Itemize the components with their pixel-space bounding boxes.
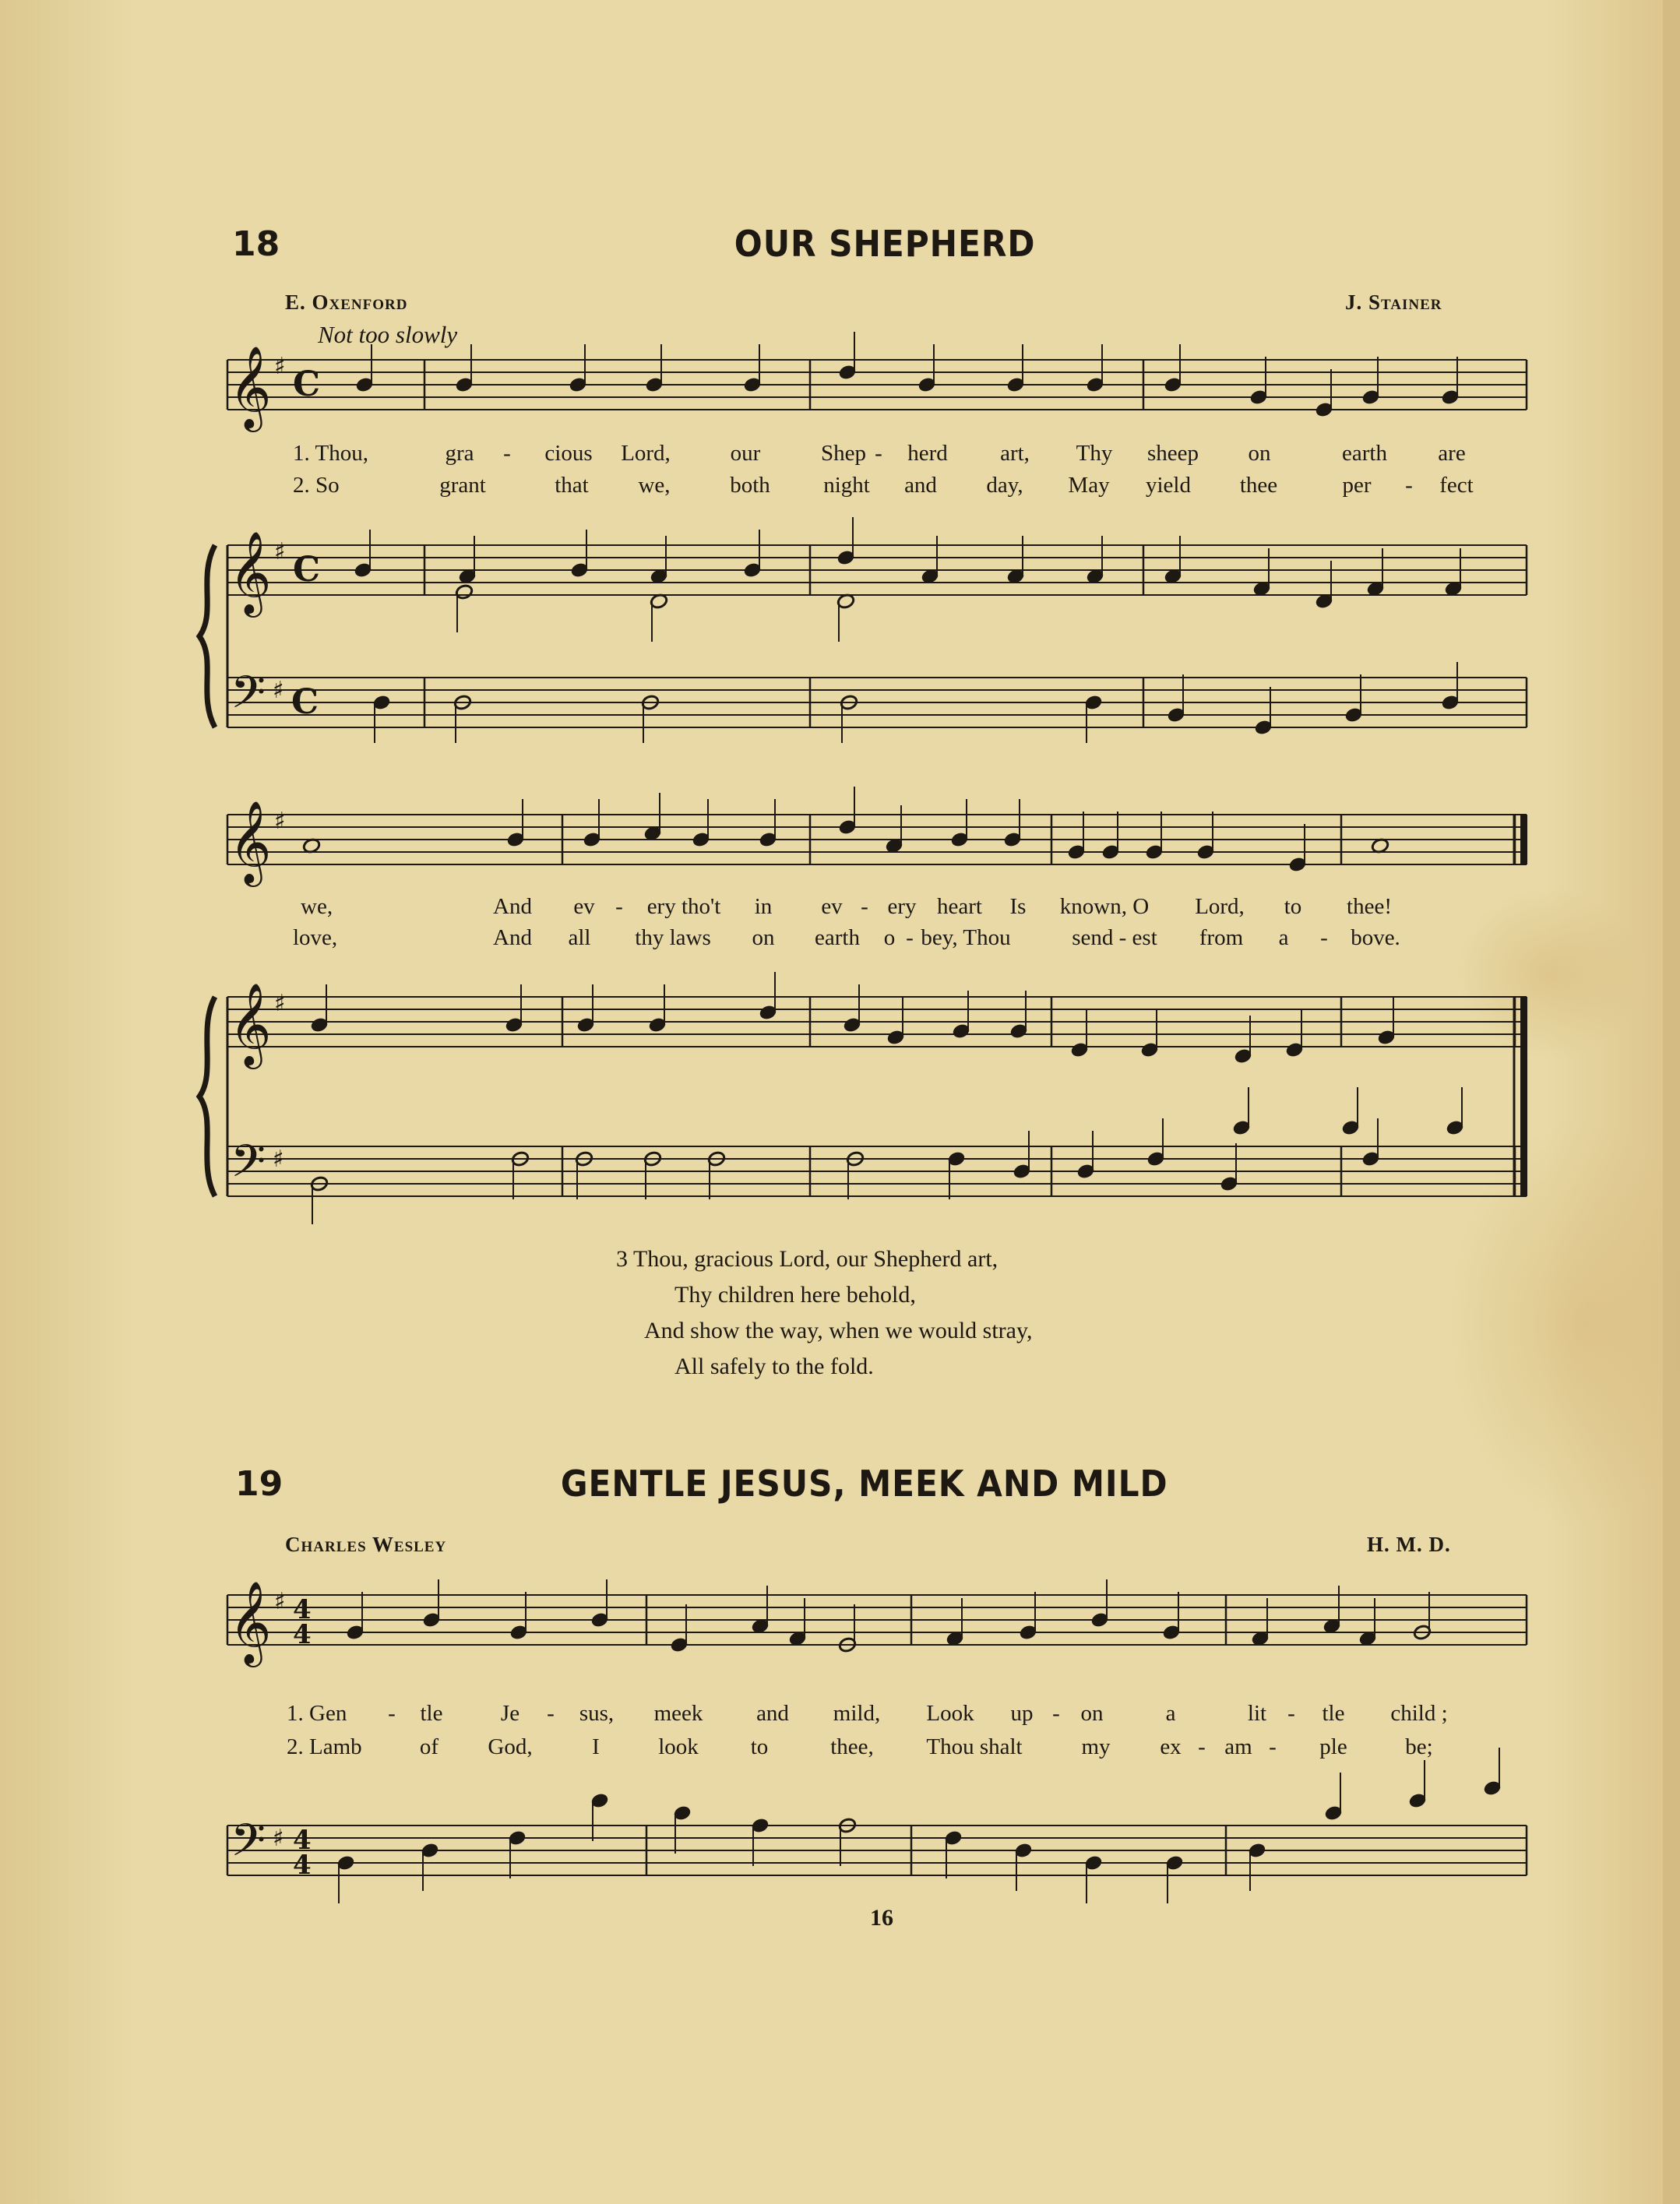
lyric-syllable: ery <box>887 894 917 919</box>
lyric-syllable: Look <box>926 1701 974 1726</box>
lyric-syllable: fect <box>1439 473 1474 498</box>
treble-clef: 𝄞 <box>229 982 272 1065</box>
lyric-syllable: Lord, <box>1195 894 1245 919</box>
lyric-syllable: God, <box>488 1734 533 1759</box>
bass-clef: 𝄢 <box>231 1135 266 1199</box>
lyric-syllable: night <box>823 473 870 498</box>
lyric-syllable: - <box>1198 1734 1206 1759</box>
lyric-syllable: my <box>1081 1734 1111 1759</box>
lyric-syllable: 2. So <box>293 473 340 498</box>
page-number: 16 <box>870 1905 893 1931</box>
lyric-syllable: to <box>750 1734 769 1759</box>
lyric-syllable: gra <box>445 441 474 466</box>
lyric-syllable: 1. Gen <box>287 1701 347 1726</box>
lyric-syllable: Thy <box>1076 441 1113 466</box>
treble-clef: 𝄞 <box>229 530 272 614</box>
time-signature: 4 <box>293 1850 312 1881</box>
author-credit: Charles Wesley <box>285 1533 447 1556</box>
lyric-syllable: - <box>547 1701 555 1726</box>
lyric-syllable: on <box>1248 441 1271 466</box>
lyric-syllable: from <box>1199 925 1244 950</box>
sharp-key-signature: ♯ <box>274 353 286 380</box>
lyric-syllable: - <box>503 441 511 466</box>
lyric-syllable: per <box>1342 473 1372 498</box>
lyric-syllable: heart <box>937 894 982 919</box>
lyric-syllable: and <box>904 473 937 498</box>
lyric-syllable: And <box>493 925 532 950</box>
hymn-title: OUR SHEPHERD <box>734 223 1036 265</box>
stanza-line: 3 Thou, gracious Lord, our Shepherd art, <box>616 1246 998 1272</box>
sharp-key-signature: ♯ <box>273 1146 284 1173</box>
lyric-syllable: thy laws <box>635 925 711 950</box>
lyric-syllable: herd <box>907 441 948 466</box>
lyric-syllable: thee, <box>830 1734 874 1759</box>
lyric-syllable: ple <box>1319 1734 1347 1759</box>
lyric-syllable: look <box>658 1734 699 1759</box>
lyric-syllable: mild, <box>833 1701 881 1726</box>
lyric-syllable: known, O <box>1059 894 1150 919</box>
lyric-syllable: up <box>1010 1701 1034 1726</box>
lyric-syllable: tle <box>1322 1701 1345 1726</box>
time-signature: 4 <box>293 1825 312 1856</box>
time-signature: C <box>291 682 319 722</box>
stanza-line: And show the way, when we would stray, <box>644 1318 1033 1343</box>
lyric-syllable: cious <box>544 441 593 466</box>
lyric-syllable: bove. <box>1351 925 1400 950</box>
lyric-syllable: we, <box>638 473 671 498</box>
lyric-syllable: ev <box>821 894 843 919</box>
sharp-key-signature: ♯ <box>274 1588 286 1615</box>
lyric-syllable: May <box>1068 473 1110 498</box>
lyric-syllable: a <box>1165 1701 1176 1726</box>
lyric-syllable: Thou shalt <box>926 1734 1023 1759</box>
lyric-syllable: - <box>1287 1701 1295 1726</box>
lyric-syllable: and <box>756 1701 789 1726</box>
lyric-syllable: ev <box>573 894 595 919</box>
lyric-syllable: sus, <box>579 1701 615 1726</box>
lyric-syllable: to <box>1284 894 1302 919</box>
lyric-syllable: sheep <box>1146 441 1199 466</box>
final-barline <box>1520 815 1527 864</box>
time-signature: 4 <box>293 1619 312 1650</box>
tempo-marking: Not too slowly <box>318 321 458 348</box>
lyric-syllable: bey, Thou <box>921 925 1011 950</box>
sharp-key-signature: ♯ <box>273 677 284 704</box>
stanza-line: All safely to the fold. <box>674 1354 874 1379</box>
lyric-syllable: meek <box>653 1701 703 1726</box>
bass-clef: 𝄢 <box>231 666 266 730</box>
lyric-syllable: - <box>906 925 914 950</box>
lyric-syllable: Is <box>1009 894 1027 919</box>
author-credit: E. Oxenford <box>285 290 408 314</box>
lyric-syllable: - <box>1269 1734 1277 1759</box>
lyric-syllable: am <box>1224 1734 1252 1759</box>
lyric-syllable: 1. Thou, <box>293 441 368 466</box>
lyric-syllable: - <box>615 894 623 919</box>
lyric-syllable: Lord, <box>621 441 671 466</box>
brace <box>199 997 215 1196</box>
lyric-syllable: are <box>1438 441 1466 466</box>
lyric-syllable: ery tho't <box>646 894 721 919</box>
lyric-syllable: earth <box>1342 441 1387 466</box>
treble-clef: 𝄞 <box>229 345 272 428</box>
sharp-key-signature: ♯ <box>274 990 286 1017</box>
lyric-syllable: lit <box>1247 1701 1267 1726</box>
lyric-syllable: thee <box>1239 473 1278 498</box>
treble-clef: 𝄞 <box>229 800 272 883</box>
lyric-syllable: Je <box>500 1701 520 1726</box>
lyric-syllable: day, <box>986 473 1023 498</box>
lyric-syllable: - <box>1320 925 1328 950</box>
time-signature: C <box>293 550 321 590</box>
lyric-syllable: thee! <box>1347 894 1392 919</box>
stanza-line: Thy children here behold, <box>674 1282 916 1308</box>
lyric-syllable: yield <box>1146 473 1191 498</box>
lyric-syllable: love, <box>293 925 338 950</box>
treble-clef: 𝄞 <box>229 1580 272 1664</box>
sharp-key-signature: ♯ <box>273 1825 284 1852</box>
hymn-number: 18 <box>232 224 280 264</box>
composer-credit: J. Stainer <box>1345 290 1442 314</box>
lyric-syllable: both <box>730 473 770 498</box>
lyric-syllable: 2. Lamb <box>287 1734 362 1759</box>
lyric-syllable: all <box>568 925 591 950</box>
lyric-syllable: be; <box>1405 1734 1433 1759</box>
lyric-syllable: we, <box>301 894 333 919</box>
lyric-syllable: - <box>875 441 882 466</box>
lyric-syllable: send - est <box>1072 925 1157 950</box>
lyric-syllable: Shep <box>821 441 866 466</box>
bass-clef: 𝄢 <box>231 1814 266 1878</box>
lyric-syllable: a <box>1278 925 1289 950</box>
sharp-key-signature: ♯ <box>274 808 286 835</box>
time-signature: 4 <box>293 1594 312 1625</box>
hymn-title: GENTLE JESUS, MEEK AND MILD <box>560 1463 1168 1505</box>
lyric-syllable: I <box>592 1734 600 1759</box>
lyric-syllable: on <box>1080 1701 1104 1726</box>
lyric-syllable: that <box>555 473 589 498</box>
lyric-syllable: - <box>1052 1701 1060 1726</box>
lyric-syllable: art, <box>1000 441 1030 466</box>
time-signature: C <box>293 364 321 404</box>
final-barline <box>1520 997 1527 1196</box>
lyric-syllable: ex <box>1160 1734 1182 1759</box>
hymn-number: 19 <box>235 1464 284 1504</box>
lyric-syllable: child ; <box>1390 1701 1448 1726</box>
lyric-syllable: earth <box>815 925 860 950</box>
lyric-syllable: - <box>1405 473 1413 498</box>
lyric-syllable: on <box>752 925 775 950</box>
lyric-syllable: of <box>419 1734 439 1759</box>
composer-credit: H. M. D. <box>1367 1533 1451 1556</box>
lyric-syllable: And <box>493 894 532 919</box>
lyric-syllable: o <box>883 925 896 950</box>
brace <box>199 545 215 727</box>
lyric-syllable: grant <box>439 473 486 498</box>
lyric-syllable: in <box>754 894 773 919</box>
lyric-syllable: - <box>388 1701 396 1726</box>
lyric-syllable: - <box>861 894 868 919</box>
lyric-syllable: tle <box>420 1701 443 1726</box>
lyric-syllable: our <box>730 441 761 466</box>
sharp-key-signature: ♯ <box>274 538 286 565</box>
